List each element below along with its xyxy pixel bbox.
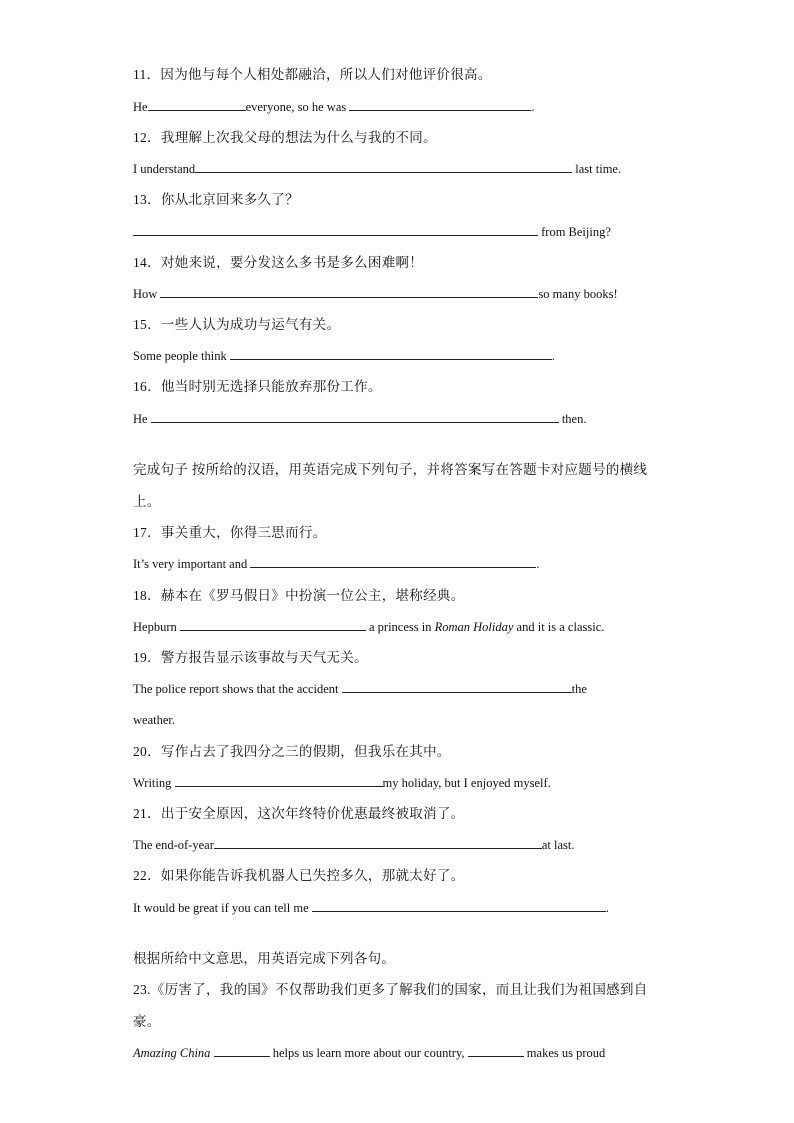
question-13-sentence: from Beijing? [133,223,611,241]
question-20-sentence: Writing my holiday, but I enjoyed myself. [133,776,551,790]
question-16-sentence: He then. [133,412,587,426]
question-14-sentence: How so many books! [133,287,618,301]
question-23-sentence: Amazing China helps us learn more about our country, makes us proud [133,1046,606,1060]
answer-blank[interactable] [151,410,559,423]
question-18-sentence: Hepburn a princess in Roman Holiday and it is a classic. [133,620,605,634]
question-13-prompt: 13．你从北京回来多久了？ [133,192,299,207]
question-19-sentence: The police report shows that the accident the [133,682,587,696]
question-19-prompt: 19．警方报告显示该事故与天气无关。 [133,650,368,665]
question-21-prompt: 21．出于安全原因，这次年终特价优惠最终被取消了。 [133,806,465,821]
answer-blank[interactable] [214,836,542,849]
question-23-prompt-continued: 豪。 [133,1014,161,1029]
question-17-sentence: It’s very important and . [133,557,540,571]
section-instruction-continued: 上。 [133,494,161,509]
question-21-sentence: The end-of-year at last. [133,838,575,852]
question-22-sentence: It would be great if you can tell me . [133,901,609,915]
question-18-prompt: 18．赫本在《罗马假日》中扮演一位公主，堪称经典。 [133,588,465,603]
answer-blank[interactable] [133,223,538,236]
section-instruction: 完成句子 按所给的汉语，用英语完成下列句子，并将答案写在答题卡对应题号的横线 [133,462,648,477]
answer-blank[interactable] [312,899,606,912]
answer-blank[interactable] [230,347,552,360]
question-11-prompt: 11．因为他与每个人相处都融洽，所以人们对他评价很高。 [133,67,492,82]
answer-blank[interactable] [468,1044,524,1057]
answer-blank[interactable] [160,285,538,298]
question-15-prompt: 15．一些人认为成功与运气有关。 [133,317,341,332]
question-15-sentence: Some people think . [133,349,555,363]
question-22-prompt: 22．如果你能告诉我机器人已失控多久，那就太好了。 [133,868,465,883]
question-12-sentence: I understand last time. [133,162,622,176]
question-14-prompt: 14．对她来说，要分发这么多书是多么困难啊！ [133,255,424,270]
answer-blank[interactable] [214,1044,270,1057]
answer-blank[interactable] [195,160,572,173]
answer-blank[interactable] [250,555,536,568]
question-20-prompt: 20．写作占去了我四分之三的假期，但我乐在其中。 [133,744,451,759]
answer-blank[interactable] [349,98,531,111]
answer-blank[interactable] [180,618,366,631]
question-12-prompt: 12．我理解上次我父母的想法为什么与我的不同。 [133,130,437,145]
answer-blank[interactable] [342,680,572,693]
answer-blank[interactable] [148,98,246,111]
answer-blank[interactable] [175,774,383,787]
question-23-prompt: 23.《厉害了，我的国》不仅帮助我们更多了解我们的国家，而且让我们为祖国感到自 [133,982,648,997]
question-11-sentence: He everyone, so he was . [133,100,535,114]
question-17-prompt: 17．事关重大，你得三思而行。 [133,525,327,540]
question-19-sentence-continued: weather. [133,713,175,727]
question-16-prompt: 16．他当时别无选择只能放弃那份工作。 [133,379,382,394]
section-instruction: 根据所给中文意思，用英语完成下列各句。 [133,951,396,966]
